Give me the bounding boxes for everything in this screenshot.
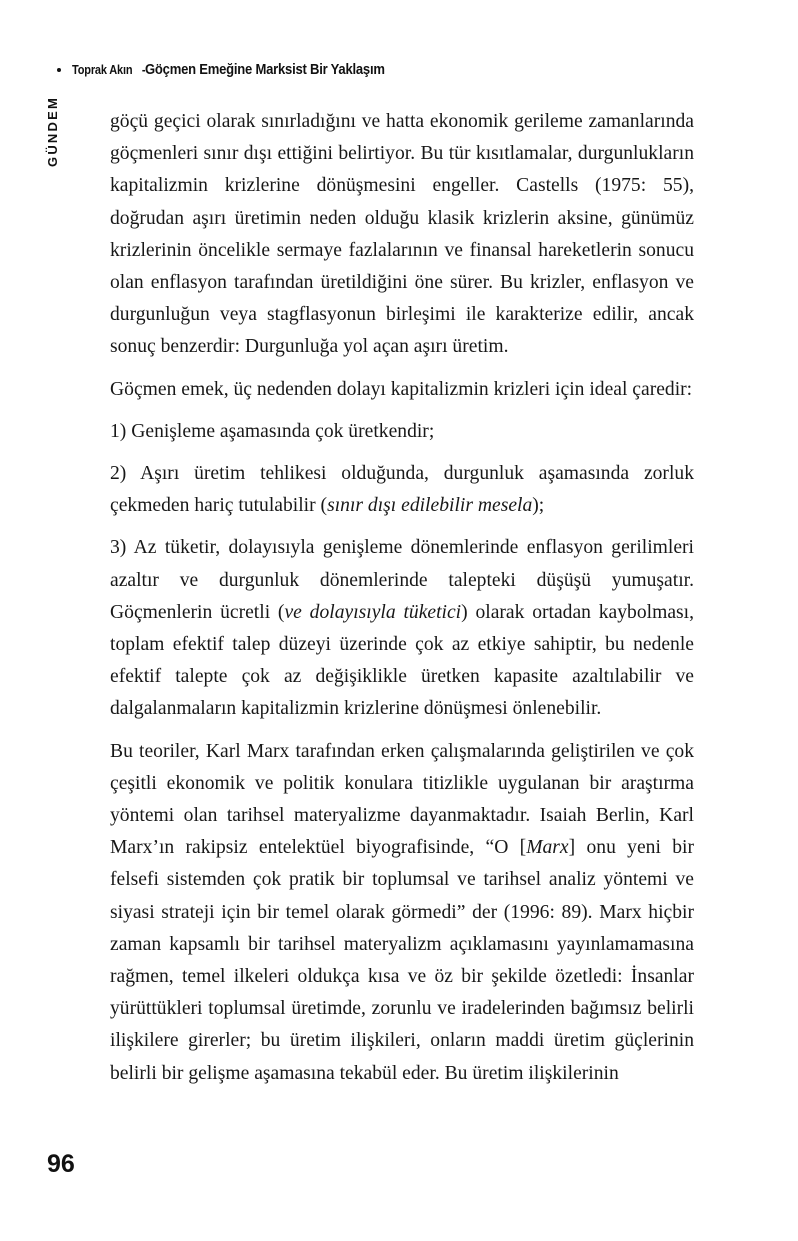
body-paragraph: Bu teoriler, Karl Marx tarafından erken çalışmalarında geliştirilen ve çok çeşitli ekonomik ve politik konulara titizlikle uygulanan bir araştırma yöntemi olan tarihsel materyalizme dayanmaktadır. Isaiah Berlin, Karl Marx’ın rakipsiz entelektüel biyografisinde, “O [Marx] onu yeni bir felsefi sistemden çok pratik bir toplumsal ve tarihsel analiz yöntemi ve siyasi strateji için bir temel olarak görmedi” der (1996: 89). Marx hiçbir zaman kapsamlı bir tarihsel materyalizm açıklamasını yayınlamamasına rağmen, temel ilkeleri oldukça kısa ve öz bir şekilde özetledi: İnsanlar yürüttükleri toplumsal üretimde, zorunlu ve iradelerinden bağımsız belirli ilişkilere girerler; bu üretim ilişkileri, onların maddi üretim güçlerinin belirli bir gelişme aşamasına tekabül eder. Bu üretim ilişkilerinin: [110, 740, 694, 1084]
body-text-column: [110, 106, 694, 1090]
bullet-dot-icon: [57, 68, 61, 72]
running-header-article-title: Göçmen Emeğine Marksist Bir Yaklaşım: [144, 62, 385, 78]
section-marker-label: GÜNDEM: [45, 96, 60, 167]
running-header-author: Toprak Akın: [72, 63, 133, 77]
running-header-separator: -: [141, 63, 146, 77]
running-header: [57, 63, 411, 78]
body-paragraph: göçü geçici olarak sınırladığını ve hatta ekonomik gerileme zamanlarında göçmenleri sınır dışı ettiğini belirtiyor. Bu tür kısıtlamalar, durgunlukların kapitalizmin krizlerine dönüşmesini engeller. Castells (1975: 55), doğrudan aşırı üretimin neden olduğu klasik krizlerin aksine, günümüz krizlerinin öncelikle sermaye fazlalarının ve finansal hareketlerin sonucu olan enflasyon tarafından üretildiğini öne sürer. Bu krizler, enflasyon ve durgunluğun veya stagflasyonun birleşimi ile karakterize edilir, ancak sonuç benzerdir: Durgunluğa yol açan aşırı üretim.: [110, 111, 694, 358]
body-paragraph: Göçmen emek, üç nedenden dolayı kapitalizmin krizleri için ideal çaredir:: [110, 378, 693, 400]
list-item-1: 1) Genişleme aşamasında çok üretkendir;: [110, 420, 435, 442]
list-item-2: 2) Aşırı üretim tehlikesi olduğunda, durgunluk aşamasında zorluk çekmeden hariç tutulabilir (sınır dışı edilebilir mesela);: [110, 463, 694, 517]
section-marker: [46, 96, 64, 196]
page-number: 96: [47, 1150, 75, 1178]
list-item-3: 3) Az tüketir, dolayısıyla genişleme dönemlerinde enflasyon gerilimleri azaltır ve durgunluk dönemlerinde talepteki düşüşü yumuşatır. Göçmenlerin ücretli (ve dolayısıyla tüketici) olarak ortadan kaybolması, toplam efektif talep düzeyi üzerinde çok az etkiye sahiptir, bu nedenle efektif talepte çok az değişiklikle üretken kapasite azaltılabilir ve dalgalanmaların kapitalizmin krizlerine dönüşmesi önlenebilir.: [110, 537, 694, 720]
